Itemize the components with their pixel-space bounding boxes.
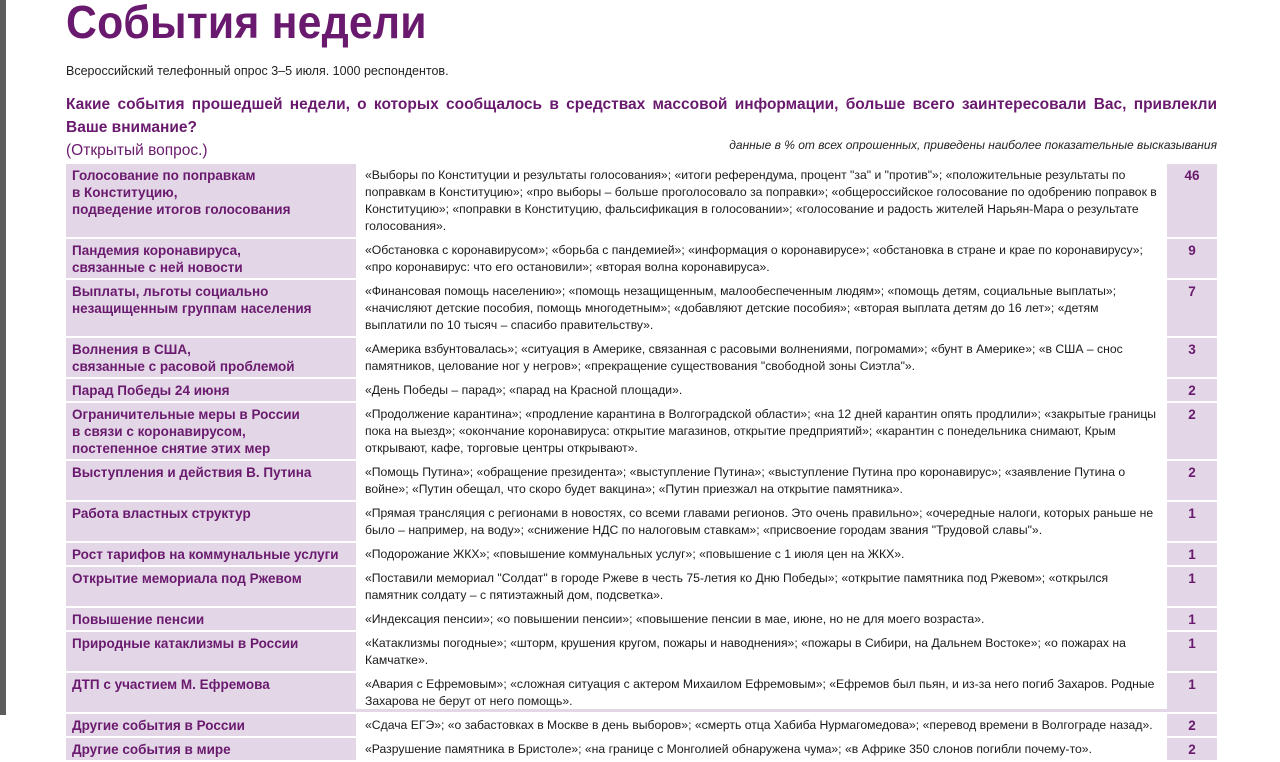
survey-description: Всероссийский телефонный опрос 3–5 июля. 1000 респондентов. (66, 64, 449, 78)
percent-value: 9 (1188, 243, 1196, 258)
event-topic: Рост тарифов на коммунальные услуги (72, 547, 339, 562)
respondent-quotes: «Поставили мемориал "Солдат" в городе Ржеве в честь 75-летия ко Дню Победы»; «открытие памятника под Ржевом»; «открылся памятник солдату – с пятиэтажный дом, подсветка». (365, 571, 1109, 602)
respondent-quotes: «Катаклизмы погодные»; «шторм, крушения кругом, пожары и наводнения»; «пожары в Сибири, на Дальнем Востоке»; «о пожарах на Камчатке». (365, 636, 1126, 667)
event-topic: Другие события в России (72, 718, 245, 733)
results-table-body (66, 164, 1217, 762)
topic-cell (66, 403, 359, 461)
topic-cell (66, 673, 359, 714)
table-row (66, 461, 1217, 502)
table-row (66, 403, 1217, 461)
quotes-cell (359, 403, 1167, 461)
question-note: (Открытый вопрос.) (66, 142, 208, 159)
respondent-quotes: «День Победы – парад»; «парад на Красной площади». (365, 383, 683, 397)
quotes-cell (359, 714, 1167, 738)
value-cell (1167, 280, 1217, 338)
value-cell (1167, 164, 1217, 239)
percent-value: 1 (1188, 612, 1196, 627)
quotes-cell (359, 461, 1167, 502)
percent-value: 1 (1188, 677, 1196, 692)
results-table (66, 164, 1217, 762)
quotes-cell (359, 567, 1167, 608)
event-topic: Другие события в мире (72, 742, 231, 757)
topic-cell (66, 461, 359, 502)
value-cell (1167, 738, 1217, 762)
topic-cell (66, 379, 359, 403)
respondent-quotes: «Америка взбунтовалась»; «ситуация в Америке, связанная с расовыми волнениями, погромами»; «бунт в Америке»; «в США – снос памятников, целование ног у негров»; «прекращение существования "свободной зоны Сиэтла"». (365, 342, 1123, 373)
topic-cell (66, 567, 359, 608)
table-row (66, 543, 1217, 567)
topic-cell (66, 543, 359, 567)
quotes-cell (359, 379, 1167, 403)
value-cell (1167, 502, 1217, 543)
respondent-quotes: «Финансовая помощь населению»; «помощь незащищенным, малообеспеченным людям»; «помощь детям, социальные выплаты»; «начисляют детские пособия, помощь многодетным»; «добавляют детские пособия»; «вторая выплата детям до 16 лет»; «детям выплатили по 10 тысяч – спасибо правительству». (365, 284, 1117, 332)
respondent-quotes: «Обстановка с коронавирусом»; «борьба с пандемией»; «информация о коронавирусе»; «обстановка в стране и крае по коронавирусу»; «про коронавирус: что его остановили»; «вторая волна коронавируса». (365, 243, 1143, 274)
event-topic: Голосование по поправкам в Конституцию, подведение итогов голосования (72, 168, 291, 217)
percent-value: 1 (1188, 506, 1196, 521)
table-row (66, 714, 1217, 738)
table-row (66, 379, 1217, 403)
event-topic: Повышение пенсии (72, 612, 205, 627)
percent-value: 7 (1188, 284, 1196, 299)
event-topic: Пандемия коронавируса, связанные с ней новости (72, 243, 243, 275)
topic-cell (66, 280, 359, 338)
table-row (66, 738, 1217, 762)
table-row (66, 239, 1217, 280)
value-cell (1167, 379, 1217, 403)
respondent-quotes: «Авария с Ефремовым»; «сложная ситуация с актером Михаилом Ефремовым»; «Ефремов был пьян, и из-за него погиб Захаров. Родные Захарова не берут от него помощь». (365, 677, 1155, 708)
respondent-quotes: «Продолжение карантина»; «продление карантина в Волгоградской области»; «на 12 дней карантин опять продлили»; «закрытые границы пока на выезд»; «окончание коронавируса: открытие магазинов, открытие предприятий»; «карантин с понедельника снимают, Крым открывают, кафе, торговые центры открывают». (365, 407, 1157, 455)
percent-value: 1 (1188, 571, 1196, 586)
event-topic: ДТП с участием М. Ефремова (72, 677, 270, 692)
respondent-quotes: «Помощь Путина»; «обращение президента»; «выступление Путина»; «выступление Путина про коронавирус»; «заявление Путина о войне»; «Путин обещал, что скоро будет вакцина»; «Путин приезжал на открытие памятника». (365, 465, 1126, 496)
quotes-cell (359, 338, 1167, 379)
bottom-divider (66, 709, 1217, 712)
value-cell (1167, 673, 1217, 714)
value-cell (1167, 714, 1217, 738)
value-cell (1167, 632, 1217, 673)
value-cell (1167, 338, 1217, 379)
respondent-quotes: «Выборы по Конституции и результаты голосования»; «итоги референдума, процент "за" и "против"»; «положительные результаты по поправкам в Конституцию»; «про выборы – больше проголосовало за поправки»; «общероссийское голосование по одобрению поправок в Конституцию»; «поправки в Конституцию, фальсификация в голосовании»; «голосование и радость жителей Нарьян-Мара о результате голосования». (365, 168, 1157, 233)
value-cell (1167, 239, 1217, 280)
topic-cell (66, 502, 359, 543)
percent-value: 1 (1188, 636, 1196, 651)
percent-value: 2 (1188, 383, 1196, 398)
topic-cell (66, 608, 359, 632)
topic-cell (66, 714, 359, 738)
event-topic: Выплаты, льготы социально незащищенным группам населения (72, 284, 312, 316)
topic-cell (66, 164, 359, 239)
quotes-cell (359, 543, 1167, 567)
event-topic: Ограничительные меры в России в связи с коронавирусом, постепенное снятие этих мер (72, 407, 300, 456)
table-row (66, 502, 1217, 543)
page-title: События недели (66, 0, 427, 48)
respondent-quotes: «Разрушение памятника в Бристоле»; «на границе с Монголией обнаружена чума»; «в Африке 350 слонов погибли почему-то». (365, 742, 1092, 756)
quotes-cell (359, 239, 1167, 280)
quotes-cell (359, 632, 1167, 673)
event-topic: Открытие мемориала под Ржевом (72, 571, 302, 586)
percent-value: 2 (1188, 718, 1196, 733)
value-cell (1167, 461, 1217, 502)
table-row (66, 280, 1217, 338)
respondent-quotes: «Прямая трансляция с регионами в новостях, со всеми главами регионов. Это очень правильно»; «очередные налоги, которых раньше не было – например, на воду»; «снижение НДС по налоговым ставкам»; «присвоение городам звания "Трудовой славы"». (365, 506, 1154, 537)
percent-value: 1 (1188, 547, 1196, 562)
page-edge (0, 0, 6, 715)
table-row (66, 164, 1217, 239)
value-cell (1167, 543, 1217, 567)
quotes-cell (359, 164, 1167, 239)
respondent-quotes: «Сдача ЕГЭ»; «о забастовках в Москве в день выборов»; «смерть отца Хабиба Нурмагомедова»; «перевод времени в Волгограде назад». (365, 718, 1153, 732)
respondent-quotes: «Индексация пенсии»; «о повышении пенсии»; «повышение пенсии в мае, июне, но не для моего возраста». (365, 612, 985, 626)
quotes-cell (359, 673, 1167, 714)
table-row (66, 567, 1217, 608)
event-topic: Волнения в США, связанные с расовой проблемой (72, 342, 295, 374)
table-row (66, 632, 1217, 673)
topic-cell (66, 239, 359, 280)
question-text: Какие события прошедшей недели, о которых сообщалось в средствах массовой информации, больше всего заинтересовали Вас, привлекли Ваше внимание? (66, 96, 1217, 136)
value-cell (1167, 567, 1217, 608)
table-row (66, 673, 1217, 714)
topic-cell (66, 632, 359, 673)
event-topic: Природные катаклизмы в России (72, 636, 299, 651)
event-topic: Выступления и действия В. Путина (72, 465, 312, 480)
data-note: данные в % от всех опрошенных, приведены наиболее показательные высказывания (729, 138, 1217, 152)
percent-value: 2 (1188, 465, 1196, 480)
percent-value: 46 (1184, 168, 1200, 183)
table-row (66, 338, 1217, 379)
quotes-cell (359, 280, 1167, 338)
value-cell (1167, 403, 1217, 461)
table-row (66, 608, 1217, 632)
percent-value: 2 (1188, 742, 1196, 757)
quotes-cell (359, 608, 1167, 632)
topic-cell (66, 338, 359, 379)
value-cell (1167, 608, 1217, 632)
respondent-quotes: «Подорожание ЖКХ»; «повышение коммунальных услуг»; «повышение с 1 июля цен на ЖКХ». (365, 547, 905, 561)
quotes-cell (359, 502, 1167, 543)
percent-value: 3 (1188, 342, 1196, 357)
topic-cell (66, 738, 359, 762)
event-topic: Работа властных структур (72, 506, 251, 521)
quotes-cell (359, 738, 1167, 762)
percent-value: 2 (1188, 407, 1196, 422)
event-topic: Парад Победы 24 июня (72, 383, 230, 398)
